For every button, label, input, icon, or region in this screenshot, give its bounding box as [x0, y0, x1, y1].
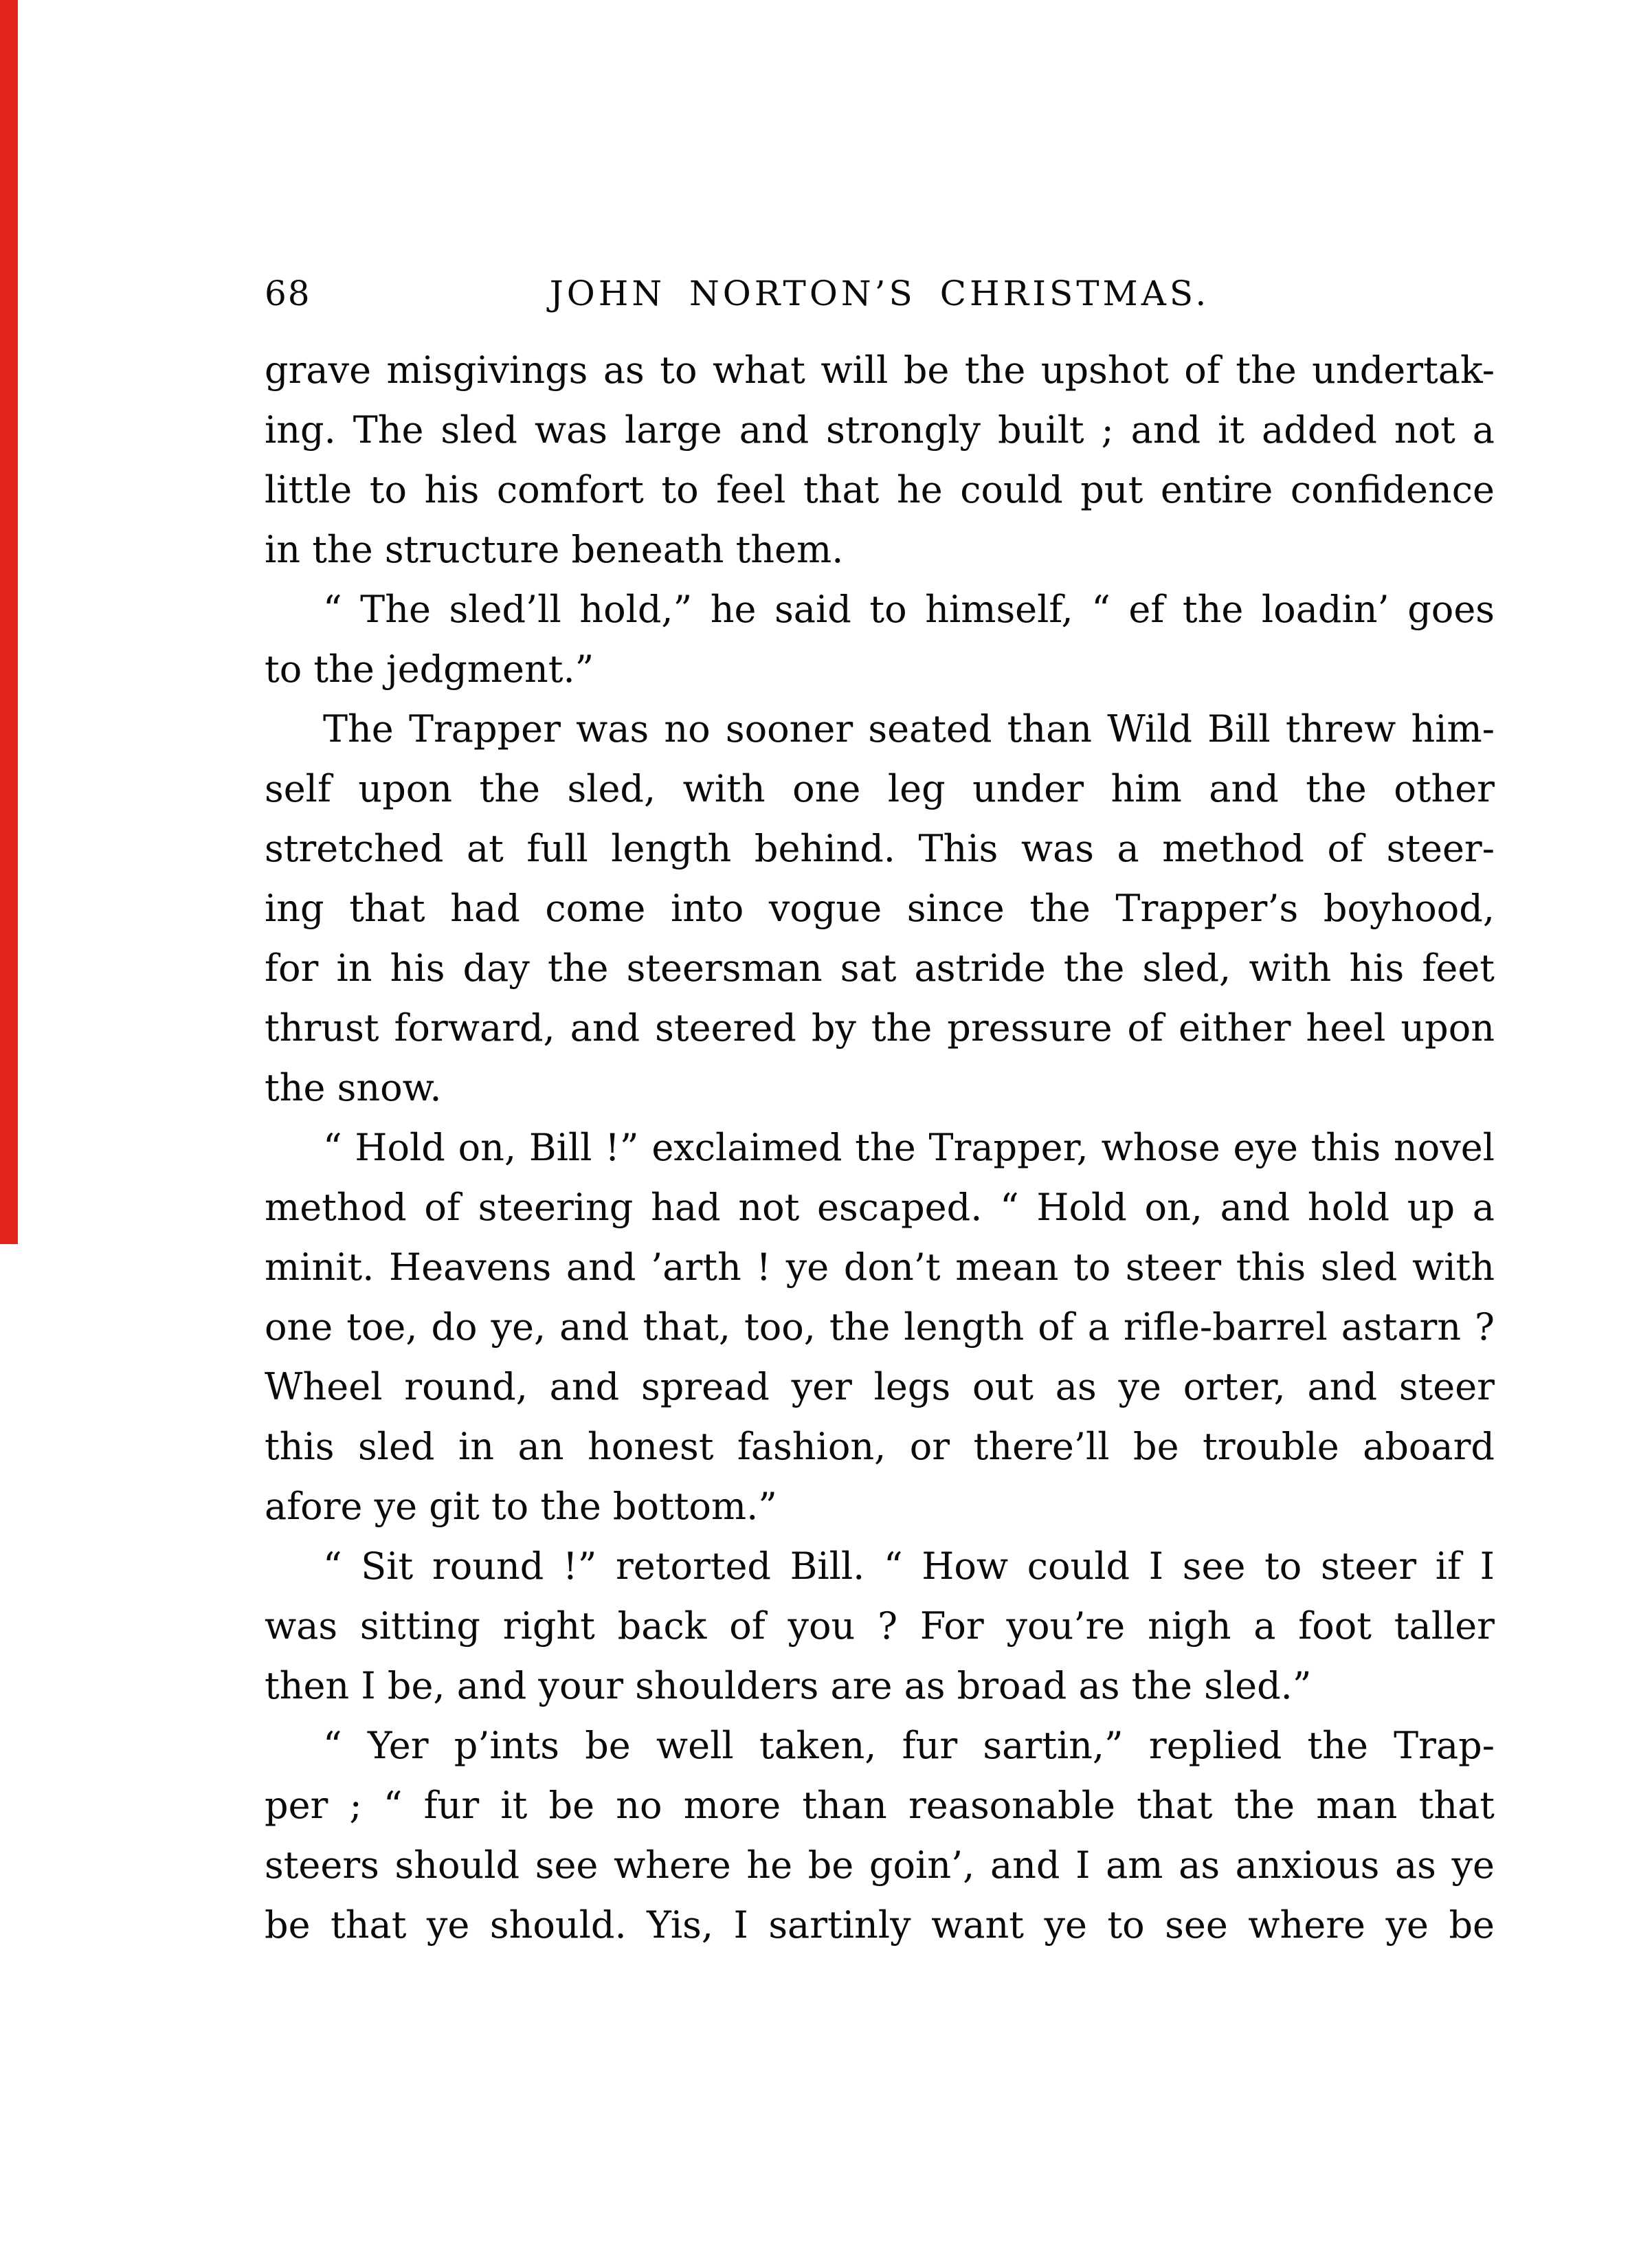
text-line: grave misgivings as to what will be the upshot of the undertak- — [265, 348, 1495, 392]
page-header — [265, 274, 1495, 313]
text-line: The Trapper was no sooner seated than Wild Bill threw him- — [323, 707, 1495, 751]
text-block — [265, 340, 1495, 1955]
page-number: 68 — [265, 274, 311, 313]
text-line: ing that had come into vogue since the Trapper’s boyhood, — [265, 887, 1495, 930]
text-line: this sled in an honest fashion, or there’ll be trouble aboard — [265, 1425, 1495, 1468]
text-line: then I be, and your shoulders are as broad as the sled.” — [265, 1664, 1312, 1707]
text-line: the snow. — [265, 1066, 442, 1109]
text-line: Wheel round, and spread yer legs out as ye orter, and steer — [265, 1365, 1495, 1408]
text-line: self upon the sled, with one leg under him and the other — [265, 767, 1495, 810]
text-line: in the structure beneath them. — [265, 528, 844, 571]
text-line: steers should see where he be goin’, and I am as anxious as ye — [265, 1843, 1495, 1887]
running-title: JOHN NORTON’S CHRISTMAS. — [549, 274, 1210, 313]
text-line: be that ye should. Yis, I sartinly want ye to see where ye be — [265, 1903, 1495, 1947]
text-line: “ Yer p’ints be well taken, fur sartin,” replied the Trap- — [323, 1724, 1495, 1767]
text-line: thrust forward, and steered by the pressure of either heel upon — [265, 1006, 1495, 1050]
text-line: to the jedgment.” — [265, 647, 594, 691]
text-line: “ The sled’ll hold,” he said to himself, “ ef the loadin’ goes — [323, 588, 1495, 631]
text-line: for in his day the steersman sat astride the sled, with his feet — [265, 946, 1495, 990]
text-line: per ; “ fur it be no more than reasonable that the man that — [265, 1784, 1495, 1827]
text-line: minit. Heavens and ’arth ! ye don’t mean to steer this sled with — [265, 1245, 1495, 1289]
text-line: “ Sit round !” retorted Bill. “ How could I see to steer if I — [323, 1544, 1495, 1588]
text-line: ing. The sled was large and strongly built ; and it added not a — [265, 408, 1495, 452]
text-line: “ Hold on, Bill !” exclaimed the Trapper, whose eye this novel — [323, 1126, 1495, 1169]
text-line: afore ye git to the bottom.” — [265, 1485, 777, 1528]
text-line: one toe, do ye, and that, too, the length of a rifle-barrel astarn ? — [265, 1305, 1495, 1349]
text-line: little to his comfort to feel that he could put entire confidence — [265, 468, 1495, 511]
scan-edge-red-bar — [0, 0, 18, 1244]
text-line: stretched at full length behind. This was a method of steer- — [265, 827, 1495, 870]
text-line: method of steering had not escaped. “ Hold on, and hold up a — [265, 1186, 1495, 1229]
text-line: was sitting right back of you ? For you’re nigh a foot taller — [265, 1604, 1495, 1648]
